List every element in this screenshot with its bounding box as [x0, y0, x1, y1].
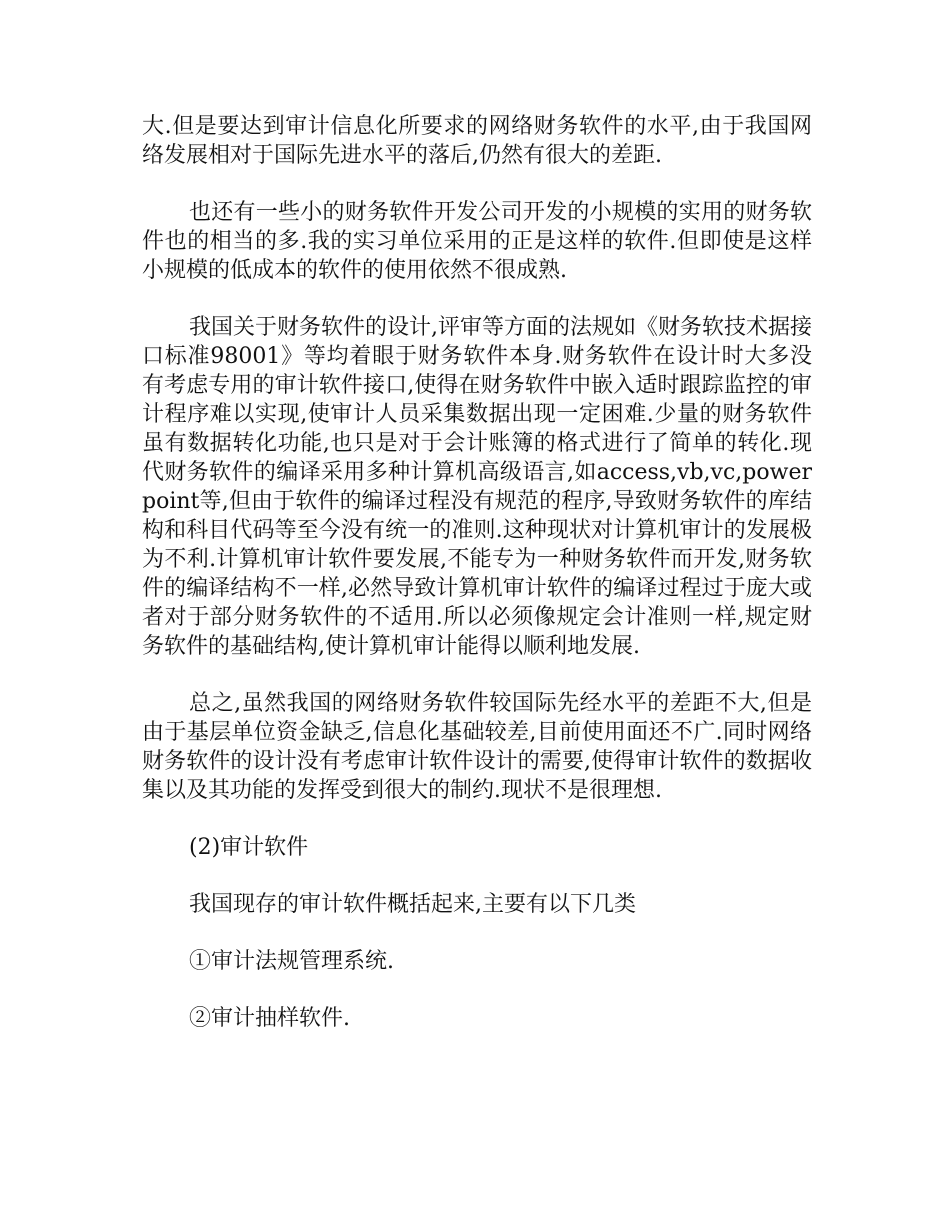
paragraph-continuation: 大.但是要达到审计信息化所要求的网络财务软件的水平,由于我国网络发展相对于国际先进水平的落后,仍然有很大的差距.	[142, 114, 812, 168]
list-item: ②审计抽样软件.	[189, 1006, 350, 1031]
paragraph-summary: 总之,虽然我国的网络财务软件较国际先经水平的差距不大,但是由于基层单位资金缺乏,信息化基础较差,目前使用面还不广.同时网络财务软件的设计没有考虑审计软件设计的需要,使得审计软件的数据收集以及其功能的发挥受到很大的制约.现状不是很理想.	[142, 691, 812, 803]
paragraph-regulations: 我国关于财务软件的设计,评审等方面的法规如《财务软技术据接口标准98001》等均着眼于财务软件本身.财务软件在设计时大多没有考虑专用的审计软件接口,使得在财务软件中嵌入适时跟踪监控的审计程序难以实现,使审计人员采集数据出现一定困难.少量的财务软件虽有数据转化功能,也只是对于会计账簿的格式进行了简单的转化.现代财务软件的编译采用多种计算机高级语言,如access,vb,vc,powerpoint等,但由于软件的编译过程没有规范的程序,导致财务软件的库结构和科目代码等至今没有统一的准则.这种现状对计算机审计的发展极为不利.计算机审计软件要发展,不能专为一种财务软件而开发,财务软件的编译结构不一样,必然导致计算机审计软件的编译过程过于庞大或者对于部分财务软件的不适用.所以必须像规定会计准则一样,规定财务软件的基础结构,使计算机审计能得以顺利地发展.	[142, 315, 812, 659]
list-item: ①审计法规管理系统.	[189, 949, 394, 974]
document-page	[142, 112, 812, 1061]
paragraph-small-software: 也还有一些小的财务软件开发公司开发的小规模的实用的财务软件也的相当的多.我的实习单位采用的正是这样的软件.但即使是这样小规模的低成本的软件的使用依然不很成熟.	[142, 200, 812, 283]
section-heading: (2)审计软件	[189, 835, 309, 860]
intro-line: 我国现存的审计软件概括起来,主要有以下几类	[189, 892, 636, 917]
